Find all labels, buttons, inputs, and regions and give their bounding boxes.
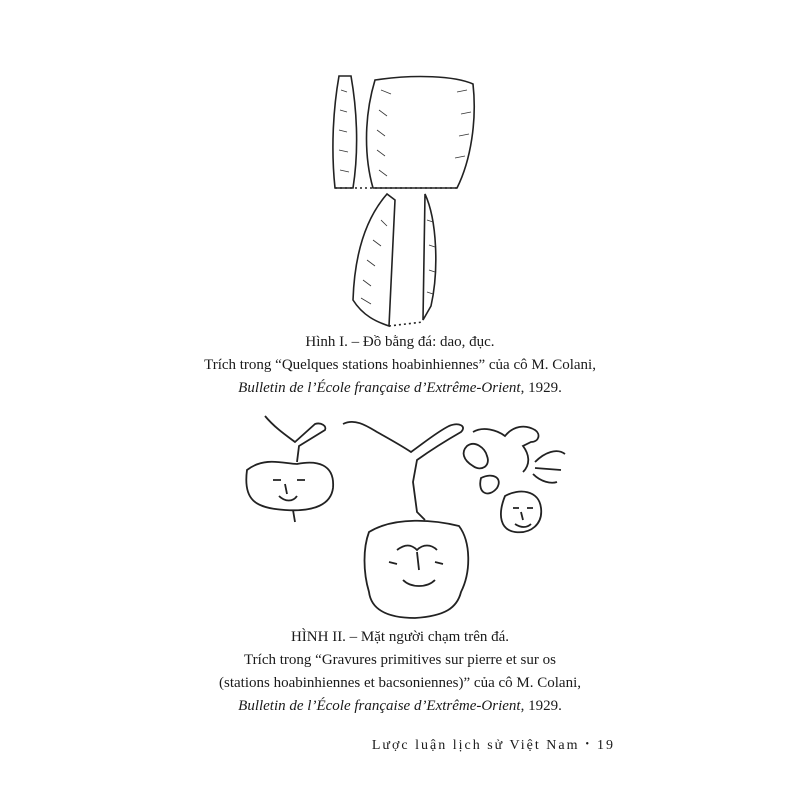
carved-faces-drawing bbox=[235, 412, 575, 624]
figure-1-source: Trích trong “Quelques stations hoabinhiennes” của cô M. Colani, bbox=[204, 357, 596, 373]
knife-front-view bbox=[367, 77, 475, 188]
journal-title: Bulletin de l’École française d’Extrême-Orient bbox=[238, 698, 521, 714]
center-carved-face bbox=[343, 422, 468, 618]
carved-faces-illustration bbox=[235, 412, 575, 624]
figure-2-source: Trích trong “Gravures primitives sur pierre et sur os bbox=[244, 652, 556, 668]
journal-year: , 1929. bbox=[520, 380, 562, 396]
stone-tools-drawing bbox=[325, 70, 485, 330]
page-number: 19 bbox=[597, 738, 615, 753]
figure-2-title: HÌNH II. – Mặt người chạm trên đá. bbox=[290, 629, 510, 645]
left-carved-face bbox=[246, 416, 333, 522]
figure-2-caption bbox=[0, 626, 800, 718]
figure-2-source-cont: (stations hoabinhiennes et bacsoniennes)” của cô M. Colani, bbox=[219, 675, 581, 691]
journal-title: Bulletin de l’École française d’Extrême-Orient bbox=[238, 380, 521, 396]
footer-bullet: • bbox=[585, 739, 591, 750]
figure-2-journal bbox=[0, 695, 800, 718]
figure-1-caption bbox=[0, 331, 800, 400]
stone-tools-illustration bbox=[325, 70, 485, 330]
figure-1-journal bbox=[0, 377, 800, 400]
page-footer bbox=[372, 738, 615, 754]
running-title: Lược luận lịch sử Việt Nam bbox=[371, 738, 580, 753]
figure-1-title: Hình I. – Đồ bằng đá: dao, đục. bbox=[305, 334, 495, 350]
chisel-front-view bbox=[353, 194, 395, 326]
journal-year: , 1929. bbox=[520, 698, 562, 714]
right-carved-face bbox=[464, 427, 565, 533]
chisel-side-view bbox=[423, 194, 436, 320]
